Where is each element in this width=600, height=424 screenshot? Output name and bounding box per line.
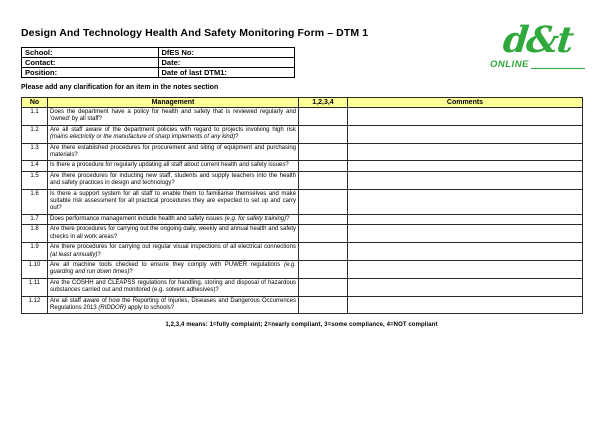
item-question: Is there a procedure for regularly updating all staff about current health and safety issues? — [48, 161, 299, 171]
item-number: 1.7 — [22, 214, 48, 224]
item-question: Are there procedures for carrying out regular visual inspections of all electrical connections (at least annually)? — [48, 243, 299, 261]
comment-cell[interactable] — [348, 225, 583, 243]
score-cell[interactable] — [299, 296, 348, 314]
item-question: Are there procedures for carrying out the ongoing daily, weekly and annual health and safety checks in all work areas? — [48, 225, 299, 243]
info-row-contact — [22, 58, 295, 68]
score-cell[interactable] — [299, 171, 348, 189]
col-header-no: No — [22, 98, 48, 108]
comment-cell[interactable] — [348, 214, 583, 224]
col-header-rating: 1,2,3,4 — [299, 98, 348, 108]
col-header-management: Management — [48, 98, 299, 108]
position-field[interactable]: Position: — [22, 68, 159, 78]
date-field[interactable]: Date: — [158, 58, 295, 68]
item-question: Are there procedures for inducting new staff, students and supply teachers into the health and safety practices in design and technology? — [48, 171, 299, 189]
monitoring-checklist-table — [21, 97, 583, 314]
item-question: Are all staff aware of the department policies with regard to projects involving high risk (mains electricity or the manufacture of sharp implements of any kind)? — [48, 125, 299, 143]
item-number: 1.11 — [22, 278, 48, 296]
comment-cell[interactable] — [348, 278, 583, 296]
comment-cell[interactable] — [348, 125, 583, 143]
comment-cell[interactable] — [348, 171, 583, 189]
comment-cell[interactable] — [348, 143, 583, 161]
clarification-note: Please add any clarification for an item in the notes section — [21, 84, 219, 91]
col-header-comments: Comments — [348, 98, 583, 108]
checklist-row — [22, 260, 583, 278]
score-cell[interactable] — [299, 189, 348, 214]
checklist-row — [22, 125, 583, 143]
score-cell[interactable] — [299, 260, 348, 278]
school-field[interactable]: School: — [22, 48, 159, 58]
score-cell[interactable] — [299, 225, 348, 243]
score-cell[interactable] — [299, 161, 348, 171]
info-row-school — [22, 48, 295, 58]
item-number: 1.12 — [22, 296, 48, 314]
logo-online-row — [490, 60, 585, 70]
score-cell[interactable] — [299, 108, 348, 126]
dfes-no-field[interactable]: DfES No: — [158, 48, 295, 58]
logo-dt-text: d&t — [501, 19, 574, 61]
info-row-position — [22, 68, 295, 78]
comment-cell[interactable] — [348, 161, 583, 171]
item-number: 1.8 — [22, 225, 48, 243]
checklist-row — [22, 171, 583, 189]
score-cell[interactable] — [299, 243, 348, 261]
item-number: 1.3 — [22, 143, 48, 161]
item-number: 1.2 — [22, 125, 48, 143]
item-question: Does performance management include health and safety issues (e.g. for safety training)? — [48, 214, 299, 224]
checklist-row — [22, 214, 583, 224]
item-question: Are all machine tools checked to ensure they comply with PUWER regulations (e.g. guarding and run down times)? — [48, 260, 299, 278]
item-question: Are the COSHH and CLEAPSS regulations for handling, storing and disposal of hazardous substances carried out and monitored (e.g. solvent adhesives)? — [48, 278, 299, 296]
item-number: 1.10 — [22, 260, 48, 278]
checklist-row — [22, 296, 583, 314]
checklist-row — [22, 189, 583, 214]
rating-legend: 1,2,3,4 means: 1=fully complaint; 2=nearly compliant, 3=some compliance, 4=NOT compliant — [165, 322, 438, 328]
comment-cell[interactable] — [348, 243, 583, 261]
item-number: 1.6 — [22, 189, 48, 214]
comment-cell[interactable] — [348, 108, 583, 126]
item-number: 1.9 — [22, 243, 48, 261]
item-question: Are all staff aware of how the Reporting of Injuries, Diseases and Dangerous Occurrences Regulations 2013 (RIDDOR) apply to schools? — [48, 296, 299, 314]
checklist-header-row — [22, 98, 583, 108]
score-cell[interactable] — [299, 214, 348, 224]
checklist-row — [22, 243, 583, 261]
score-cell[interactable] — [299, 125, 348, 143]
contact-field[interactable]: Contact: — [22, 58, 159, 68]
logo-underline — [531, 68, 585, 69]
logo-online-text: ONLINE — [490, 59, 529, 70]
checklist-row — [22, 278, 583, 296]
checklist-row — [22, 108, 583, 126]
school-info-table — [21, 47, 295, 78]
page-title: Design And Technology Health And Safety Monitoring Form – DTM 1 — [21, 27, 369, 39]
comment-cell[interactable] — [348, 189, 583, 214]
item-number: 1.1 — [22, 108, 48, 126]
checklist-row — [22, 161, 583, 171]
item-question: Are there established procedures for procurement and siting of equipment and purchasing materials? — [48, 143, 299, 161]
checklist-row — [22, 225, 583, 243]
score-cell[interactable] — [299, 278, 348, 296]
dt-online-logo — [490, 19, 585, 70]
item-number: 1.4 — [22, 161, 48, 171]
item-number: 1.5 — [22, 171, 48, 189]
date-of-last-dtm1-field[interactable]: Date of last DTM1: — [158, 68, 295, 78]
comment-cell[interactable] — [348, 296, 583, 314]
comment-cell[interactable] — [348, 260, 583, 278]
item-question: Does the department have a policy for health and safety that is reviewed regularly and 'owned' by all staff? — [48, 108, 299, 126]
item-question: Is there a support system for all staff to enable them to familiarise themselves and make suitable risk assessment for all practical procedures they are expected to set up and carry out? — [48, 189, 299, 214]
checklist-row — [22, 143, 583, 161]
score-cell[interactable] — [299, 143, 348, 161]
